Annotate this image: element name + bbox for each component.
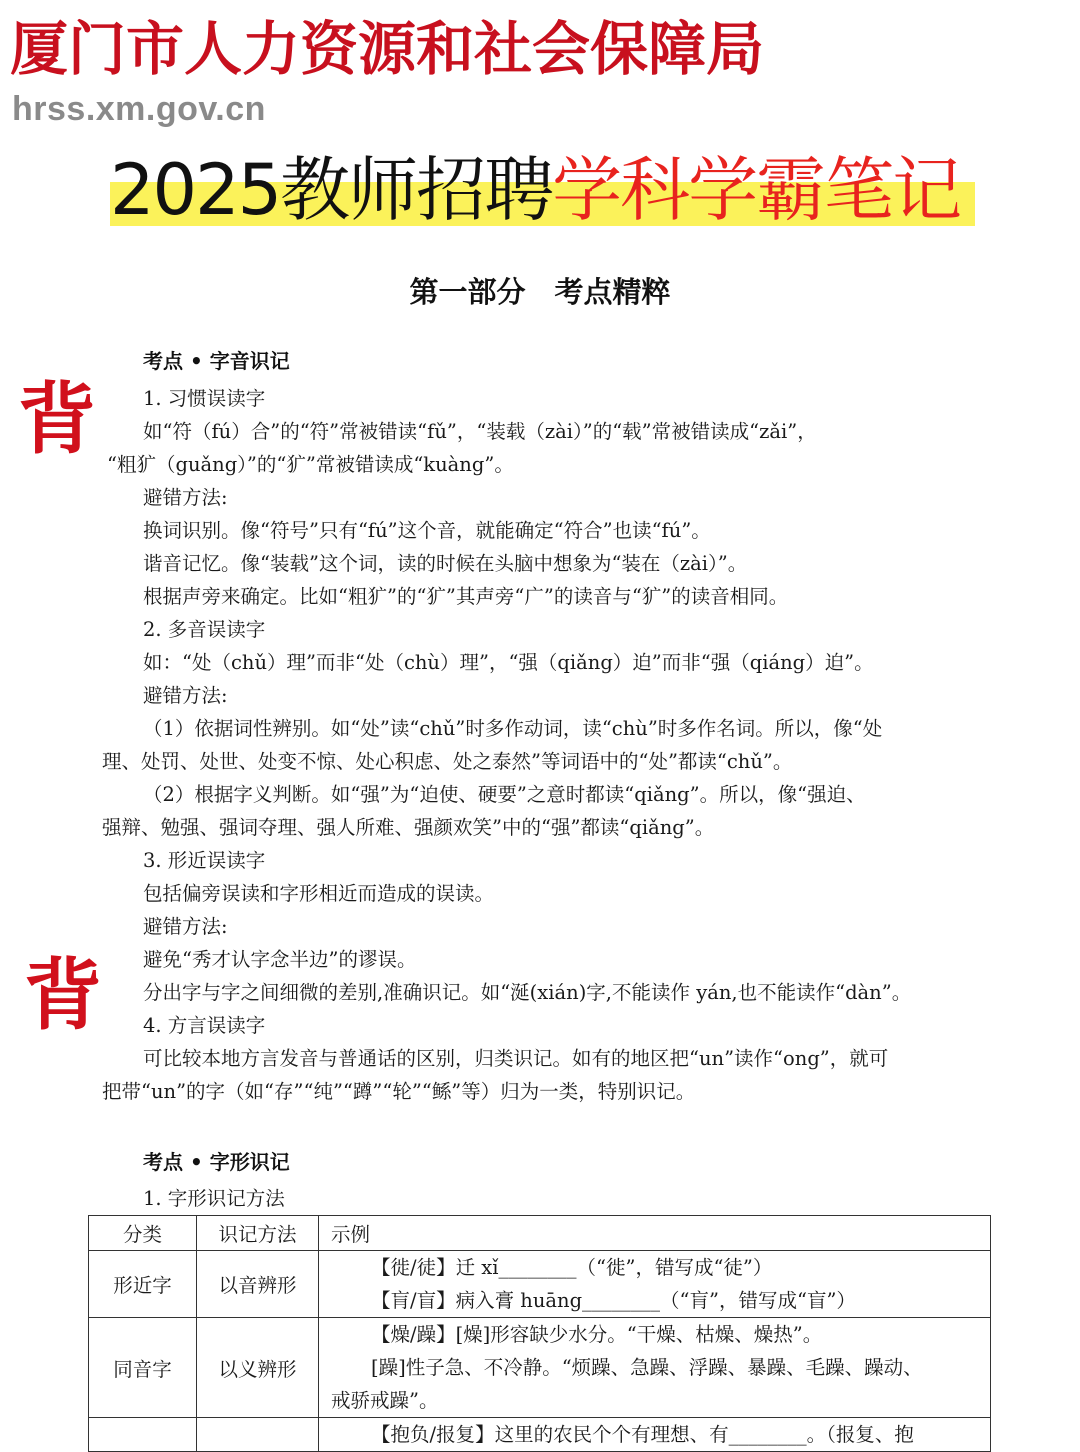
memorize-stamp: 背 (24, 950, 103, 1041)
body-line: 如“符（fú）合”的“符”常被错读“fǔ”，“装载（zài）”的“载”常被错读成“zǎi”， (143, 420, 817, 443)
example-line: 【抱负/报复】这里的农民个个有理想、有________。（报复、抱 (371, 1423, 914, 1446)
table-header: 识记方法 (197, 1216, 319, 1251)
topic-heading: 2. 多音误读字 (143, 618, 266, 641)
part-heading: 第一部分 考点精粹 (409, 275, 671, 309)
body-line: 如：“处（chǔ）理”而非“处（chù）理”，“强（qiǎng）迫”而非“强（qiáng）迫”。 (143, 651, 874, 674)
topic-heading: 3. 形近误读字 (143, 849, 266, 872)
agency-name: 厦门市人力资源和社会保障局 (10, 15, 765, 83)
table-row (89, 1318, 991, 1418)
section-heading-pronunciation: 考点 • 字音识记 (143, 349, 290, 373)
topic-heading: 1. 习惯误读字 (143, 387, 266, 410)
memorize-stamp: 背 (18, 374, 97, 465)
table-cell-examples (319, 1251, 991, 1318)
body-line: 换词识别。像“符号”只有“fú”这个音，就能确定“符合”也读“fú”。 (143, 519, 711, 542)
example-line: 【燥/躁】[燥]形容缺少水分。“干燥、枯燥、燥热”。 (371, 1323, 823, 1346)
table-cell-examples (319, 1418, 991, 1452)
table-header: 示例 (319, 1216, 991, 1251)
body-line: 理、处罚、处世、处变不惊、处心积虑、处之泰然”等词语中的“处”都读“chǔ”。 (102, 750, 793, 773)
body-line: （1）依据词性辨别。如“处”读“chǔ”时多作动词，读“chù”时多作名词。所以，像“处 (143, 717, 883, 740)
example-line: 【肓/盲】病入膏 huāng________（“肓”，错写成“盲”） (371, 1289, 856, 1312)
glyph-method-table (88, 1215, 991, 1452)
example-line: 戒骄戒躁”。 (331, 1389, 439, 1412)
table-cell-method: 以音辨形 (197, 1251, 319, 1318)
table-cell-category: 同音字 (89, 1318, 197, 1418)
body-line: 避错方法: (143, 486, 228, 509)
body-line: （2）根据字义判断。如“强”为“迫使、硬要”之意时都读“qiǎng”。所以，像“强迫、 (143, 783, 866, 806)
table-cell-category: 形近字 (89, 1251, 197, 1318)
body-line: 强辩、勉强、强词夺理、强人所难、强颜欢笑”中的“强”都读“qiǎng”。 (102, 816, 715, 839)
body-line: 避错方法: (143, 684, 228, 707)
body-line: 谐音记忆。像“装载”这个词，读的时候在头脑中想象为“装在（zài）”。 (143, 552, 748, 575)
table-row (89, 1251, 991, 1318)
body-line: 包括偏旁误读和字形相近而造成的误读。 (143, 882, 495, 905)
topic-heading: 4. 方言误读字 (143, 1014, 266, 1037)
document-title (110, 148, 975, 232)
title-accent: 学科学霸笔记 (552, 149, 961, 231)
table-cell-method: 以义辨形 (197, 1318, 319, 1418)
body-line: 把带“un”的字（如“存”“纯”“蹲”“轮”“鲧”等）归为一类，特别识记。 (102, 1080, 696, 1103)
example-line: [躁]性子急、不冷静。“烦躁、急躁、浮躁、暴躁、毛躁、躁动、 (371, 1356, 923, 1379)
body-line: 避错方法: (143, 915, 228, 938)
table-cell-category (89, 1418, 197, 1452)
table-header-row (89, 1216, 991, 1251)
title-main: 2025教师招聘 (110, 149, 553, 231)
table-row (89, 1418, 991, 1452)
section-heading-glyph: 考点 • 字形识记 (143, 1150, 290, 1174)
body-line: 根据声旁来确定。比如“粗犷”的“犷”其声旁“广”的读音与“犷”的读音相同。 (143, 585, 789, 608)
table-cell-examples (319, 1318, 991, 1418)
example-line: 【徙/徒】迁 xǐ________（“徙”，错写成“徒”） (371, 1256, 773, 1279)
table-cell-method (197, 1418, 319, 1452)
body-line: 分出字与字之间细微的差别,准确识记。如“涎(xián)字,不能读作 yán,也不能读作“dàn”。 (143, 981, 912, 1004)
table-header: 分类 (89, 1216, 197, 1251)
agency-website: hrss.xm.gov.cn (12, 90, 266, 128)
body-line: 可比较本地方言发音与普通话的区别，归类识记。如有的地区把“un”读作“ong”，就可 (143, 1047, 889, 1070)
body-line: “粗犷（guǎng）”的“犷”常被错读成“kuàng”。 (107, 453, 514, 476)
body-line: 避免“秀才认字念半边”的谬误。 (143, 948, 417, 971)
topic-heading: 1. 字形识记方法 (143, 1187, 285, 1210)
